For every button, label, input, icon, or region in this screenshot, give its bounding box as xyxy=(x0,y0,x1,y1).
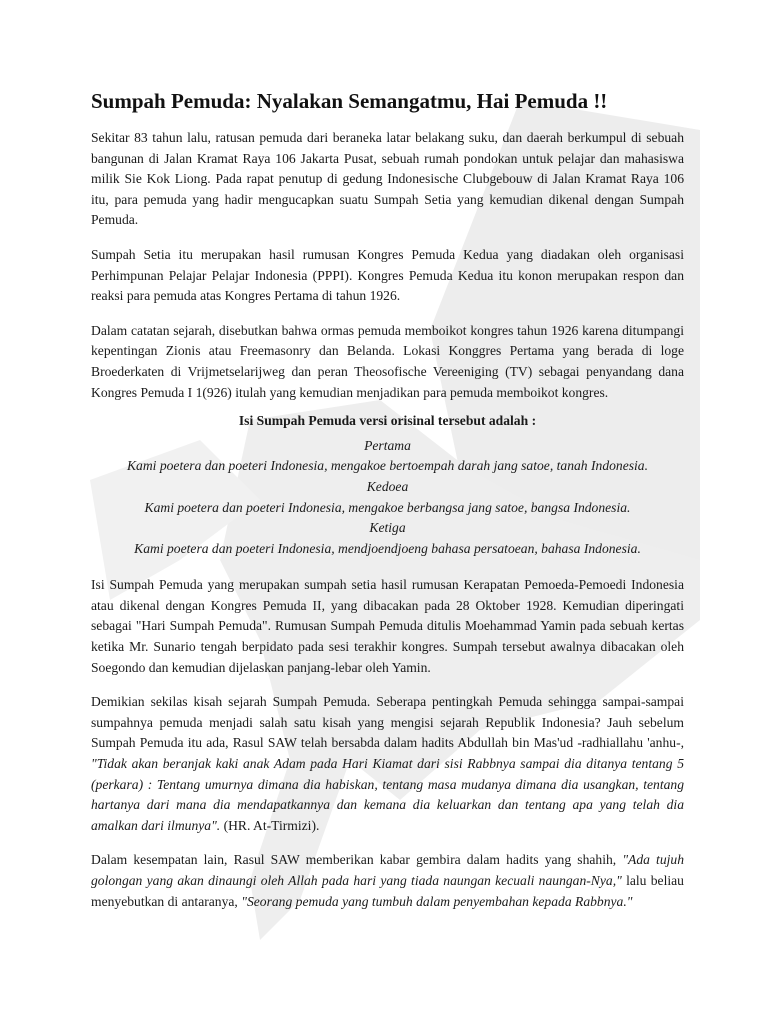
paragraph-2: Sumpah Setia itu merupakan hasil rumusan Kongres Pemuda Kedua yang diadakan oleh organisasi Perhimpunan Pelajar Pelajar Indonesia (PPPI). Kongres Pemuda Kedua itu konon merupakan respon dan reaksi para pemuda atas Kongres Pertama di tahun 1926. xyxy=(91,246,684,304)
document-page xyxy=(91,88,684,926)
oath-section xyxy=(91,411,684,559)
paragraph-3: Dalam catatan sejarah, disebutkan bahwa ormas pemuda memboikot kongres tahun 1926 karena ditumpangi kepentingan Zionis atau Freemasonry dan Belanda. Lokasi Konggres Pertama yang berada di loge Broederkaten di Vrijmetselarijweg dan peran Theosofische Vereeniging (TV) sebagai penyandang dana Kongres Pemuda I 1(926) itulah yang kemudian menjadikan para pemuda memboikot kongres. xyxy=(91,322,684,400)
paragraph-5 xyxy=(91,692,684,836)
oath-heading: Isi Sumpah Pemuda versi orisinal tersebut adalah : xyxy=(238,413,537,429)
oath-label-3: Ketiga xyxy=(369,520,406,536)
oath-text-1: Kami poetera dan poeteri Indonesia, mengakoe bertoempah darah jang satoe, tanah Indonesia. xyxy=(126,458,649,474)
paragraph-6-text: Dalam kesempatan lain, Rasul SAW memberikan kabar gembira dalam hadits yang shahih, xyxy=(91,852,623,868)
oath-label-1: Pertama xyxy=(364,437,411,453)
hadith-quote-1: "Tidak akan beranjak kaki anak Adam pada Hari Kiamat dari sisi Rabbnya sampai dia ditanya tentang 5 (perkara) : Tentang umurnya dimana dia habiskan, tentang masa mudanya dimana dia usangkan, tentang hartanya dari mana dia mendapatkannya dan kemana dia keluarkan dan tentang apa yang telah dia amalkan dari ilmunya". xyxy=(91,756,684,833)
oath-text-3: Kami poetera dan poeteri Indonesia, mendjoendjoeng bahasa persatoean, bahasa Indonesia. xyxy=(134,540,641,556)
paragraph-6 xyxy=(91,850,684,912)
paragraph-5-text: Demikian sekilas kisah sejarah Sumpah Pemuda. Seberapa pentingkah Pemuda sehingga sampai-sampai sumpahnya pemuda menjadi salah satu kisah yang mengisi sejarah Republik Indonesia? Jauh sebelum Sumpah Pemuda itu ada, Rasul SAW telah bersabda dalam hadits Abdullah bin Mas'ud -radhiallahu 'anhu-, xyxy=(91,694,684,751)
oath-label-2: Kedoea xyxy=(366,478,409,494)
hadith-quote-3: "Seorang pemuda yang tumbuh dalam penyembahan kepada Rabbnya." xyxy=(241,893,633,909)
paragraph-4: Isi Sumpah Pemuda yang merupakan sumpah setia hasil rumusan Kerapatan Pemoeda-Pemoedi Indonesia atau dikenal dengan Kongres Pemuda II, yang dibacakan pada 28 Oktober 1928. Kemudian diperingati sebagai "Hari Sumpah Pemuda". Rumusan Sumpah Pemuda ditulis Moehammad Yamin pada sebuah kertas ketika Mr. Sunario tengah berpidato pada sesi terakhir kongres. Sumpah tersebut awalnya dibacakan oleh Soegondo dan kemudian dijelaskan panjang-lebar oleh Yamin. xyxy=(91,577,684,675)
hadith-quote-2: "Ada tujuh golongan yang akan dinaungi oleh Allah pada hari yang tiada naungan kecuali naungan-Nya," xyxy=(91,852,684,888)
document-title: Sumpah Pemuda: Nyalakan Semangatmu, Hai Pemuda !! xyxy=(91,89,608,113)
oath-text-2: Kami poetera dan poeteri Indonesia, mengakoe berbangsa jang satoe, bangsa Indonesia. xyxy=(144,499,631,515)
paragraph-1: Sekitar 83 tahun lalu, ratusan pemuda dari beraneka latar belakang suku, dan daerah berkumpul di sebuah bangunan di Jalan Kramat Raya 106 Jakarta Pusat, sebuah rumah pondokan untuk pelajar dan mahasiswa milik Sie Kok Liong. Pada rapat penutup di gedung Indonesische Clubgebouw di Jalan Kramat Raya 106 itu, para pemuda yang hadir mengucapkan suatu Sumpah Setia yang kemudian dikenal dengan Sumpah Pemuda. xyxy=(91,130,684,228)
hadith-source: (HR. At-Tirmizi). xyxy=(220,817,320,833)
paragraph-6-middle: lalu beliau menyebutkan di antaranya, xyxy=(91,873,684,909)
